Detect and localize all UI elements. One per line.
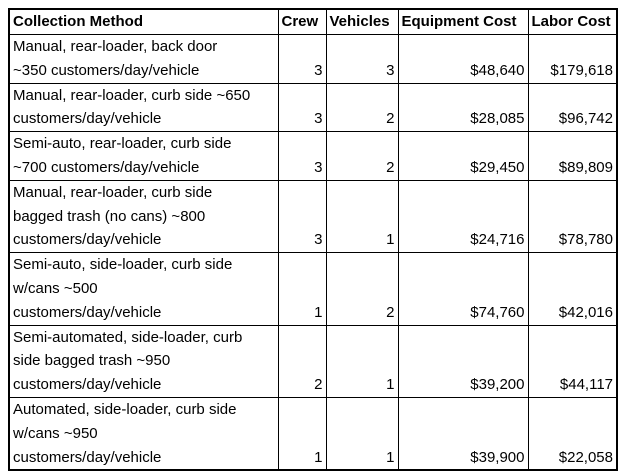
method-line: side bagged trash ~950 (13, 352, 171, 370)
header-row (9, 9, 617, 35)
header-collection-method: Collection Method (9, 9, 278, 35)
collection-method-cell (9, 35, 278, 84)
method-line: Semi-automated, side-loader, curb (13, 328, 243, 346)
method-line: Semi-auto, side-loader, curb side (13, 256, 233, 274)
collection-method-cell (9, 83, 278, 132)
equipment-cost-cell: $74,760 (398, 253, 528, 325)
labor-cost-cell: $42,016 (528, 253, 617, 325)
table-row (9, 253, 617, 325)
crew-cell: 3 (278, 180, 326, 252)
equipment-cost-cell: $28,085 (398, 83, 528, 132)
vehicles-cell: 1 (326, 325, 398, 397)
table-row (9, 180, 617, 252)
table-row (9, 132, 617, 181)
crew-cell: 1 (278, 397, 326, 470)
labor-cost-cell: $179,618 (528, 35, 617, 84)
table-container (8, 8, 618, 471)
method-line: Automated, side-loader, curb side (13, 400, 237, 418)
vehicles-cell: 2 (326, 132, 398, 181)
method-line: customers/day/vehicle (13, 448, 162, 466)
crew-cell: 3 (278, 83, 326, 132)
equipment-cost-cell: $39,900 (398, 397, 528, 470)
vehicles-cell: 3 (326, 35, 398, 84)
method-line: Manual, rear-loader, curb side (13, 183, 213, 201)
method-line: Semi-auto, rear-loader, curb side (13, 135, 232, 153)
labor-cost-cell: $78,780 (528, 180, 617, 252)
method-line: ~350 customers/day/vehicle (13, 61, 200, 79)
header-vehicles: Vehicles (326, 9, 398, 35)
crew-cell: 1 (278, 253, 326, 325)
table-row (9, 397, 617, 470)
method-line: w/cans ~500 (13, 279, 98, 297)
vehicles-cell: 2 (326, 83, 398, 132)
header-equipment-cost: Equipment Cost (398, 9, 528, 35)
header-labor-cost: Labor Cost (528, 9, 617, 35)
header-crew: Crew (278, 9, 326, 35)
method-line: w/cans ~950 (13, 424, 98, 442)
collection-cost-table (8, 8, 618, 471)
collection-method-cell (9, 253, 278, 325)
method-line: customers/day/vehicle (13, 303, 162, 321)
labor-cost-cell: $22,058 (528, 397, 617, 470)
collection-method-cell (9, 180, 278, 252)
collection-method-cell (9, 325, 278, 397)
labor-cost-cell: $44,117 (528, 325, 617, 397)
equipment-cost-cell: $39,200 (398, 325, 528, 397)
crew-cell: 2 (278, 325, 326, 397)
vehicles-cell: 1 (326, 397, 398, 470)
table-row (9, 83, 617, 132)
vehicles-cell: 1 (326, 180, 398, 252)
equipment-cost-cell: $24,716 (398, 180, 528, 252)
table-row (9, 35, 617, 84)
method-line: Manual, rear-loader, curb side ~650 (13, 86, 251, 104)
method-line: customers/day/vehicle (13, 110, 162, 128)
labor-cost-cell: $96,742 (528, 83, 617, 132)
method-line: customers/day/vehicle (13, 376, 162, 394)
method-line: bagged trash (no cans) ~800 (13, 207, 206, 225)
equipment-cost-cell: $29,450 (398, 132, 528, 181)
crew-cell: 3 (278, 35, 326, 84)
method-line: customers/day/vehicle (13, 231, 162, 249)
collection-method-cell (9, 132, 278, 181)
labor-cost-cell: $89,809 (528, 132, 617, 181)
crew-cell: 3 (278, 132, 326, 181)
method-line: ~700 customers/day/vehicle (13, 158, 200, 176)
collection-method-cell (9, 397, 278, 470)
method-line: Manual, rear-loader, back door (13, 38, 218, 55)
equipment-cost-cell: $48,640 (398, 35, 528, 84)
table-row (9, 325, 617, 397)
vehicles-cell: 2 (326, 253, 398, 325)
